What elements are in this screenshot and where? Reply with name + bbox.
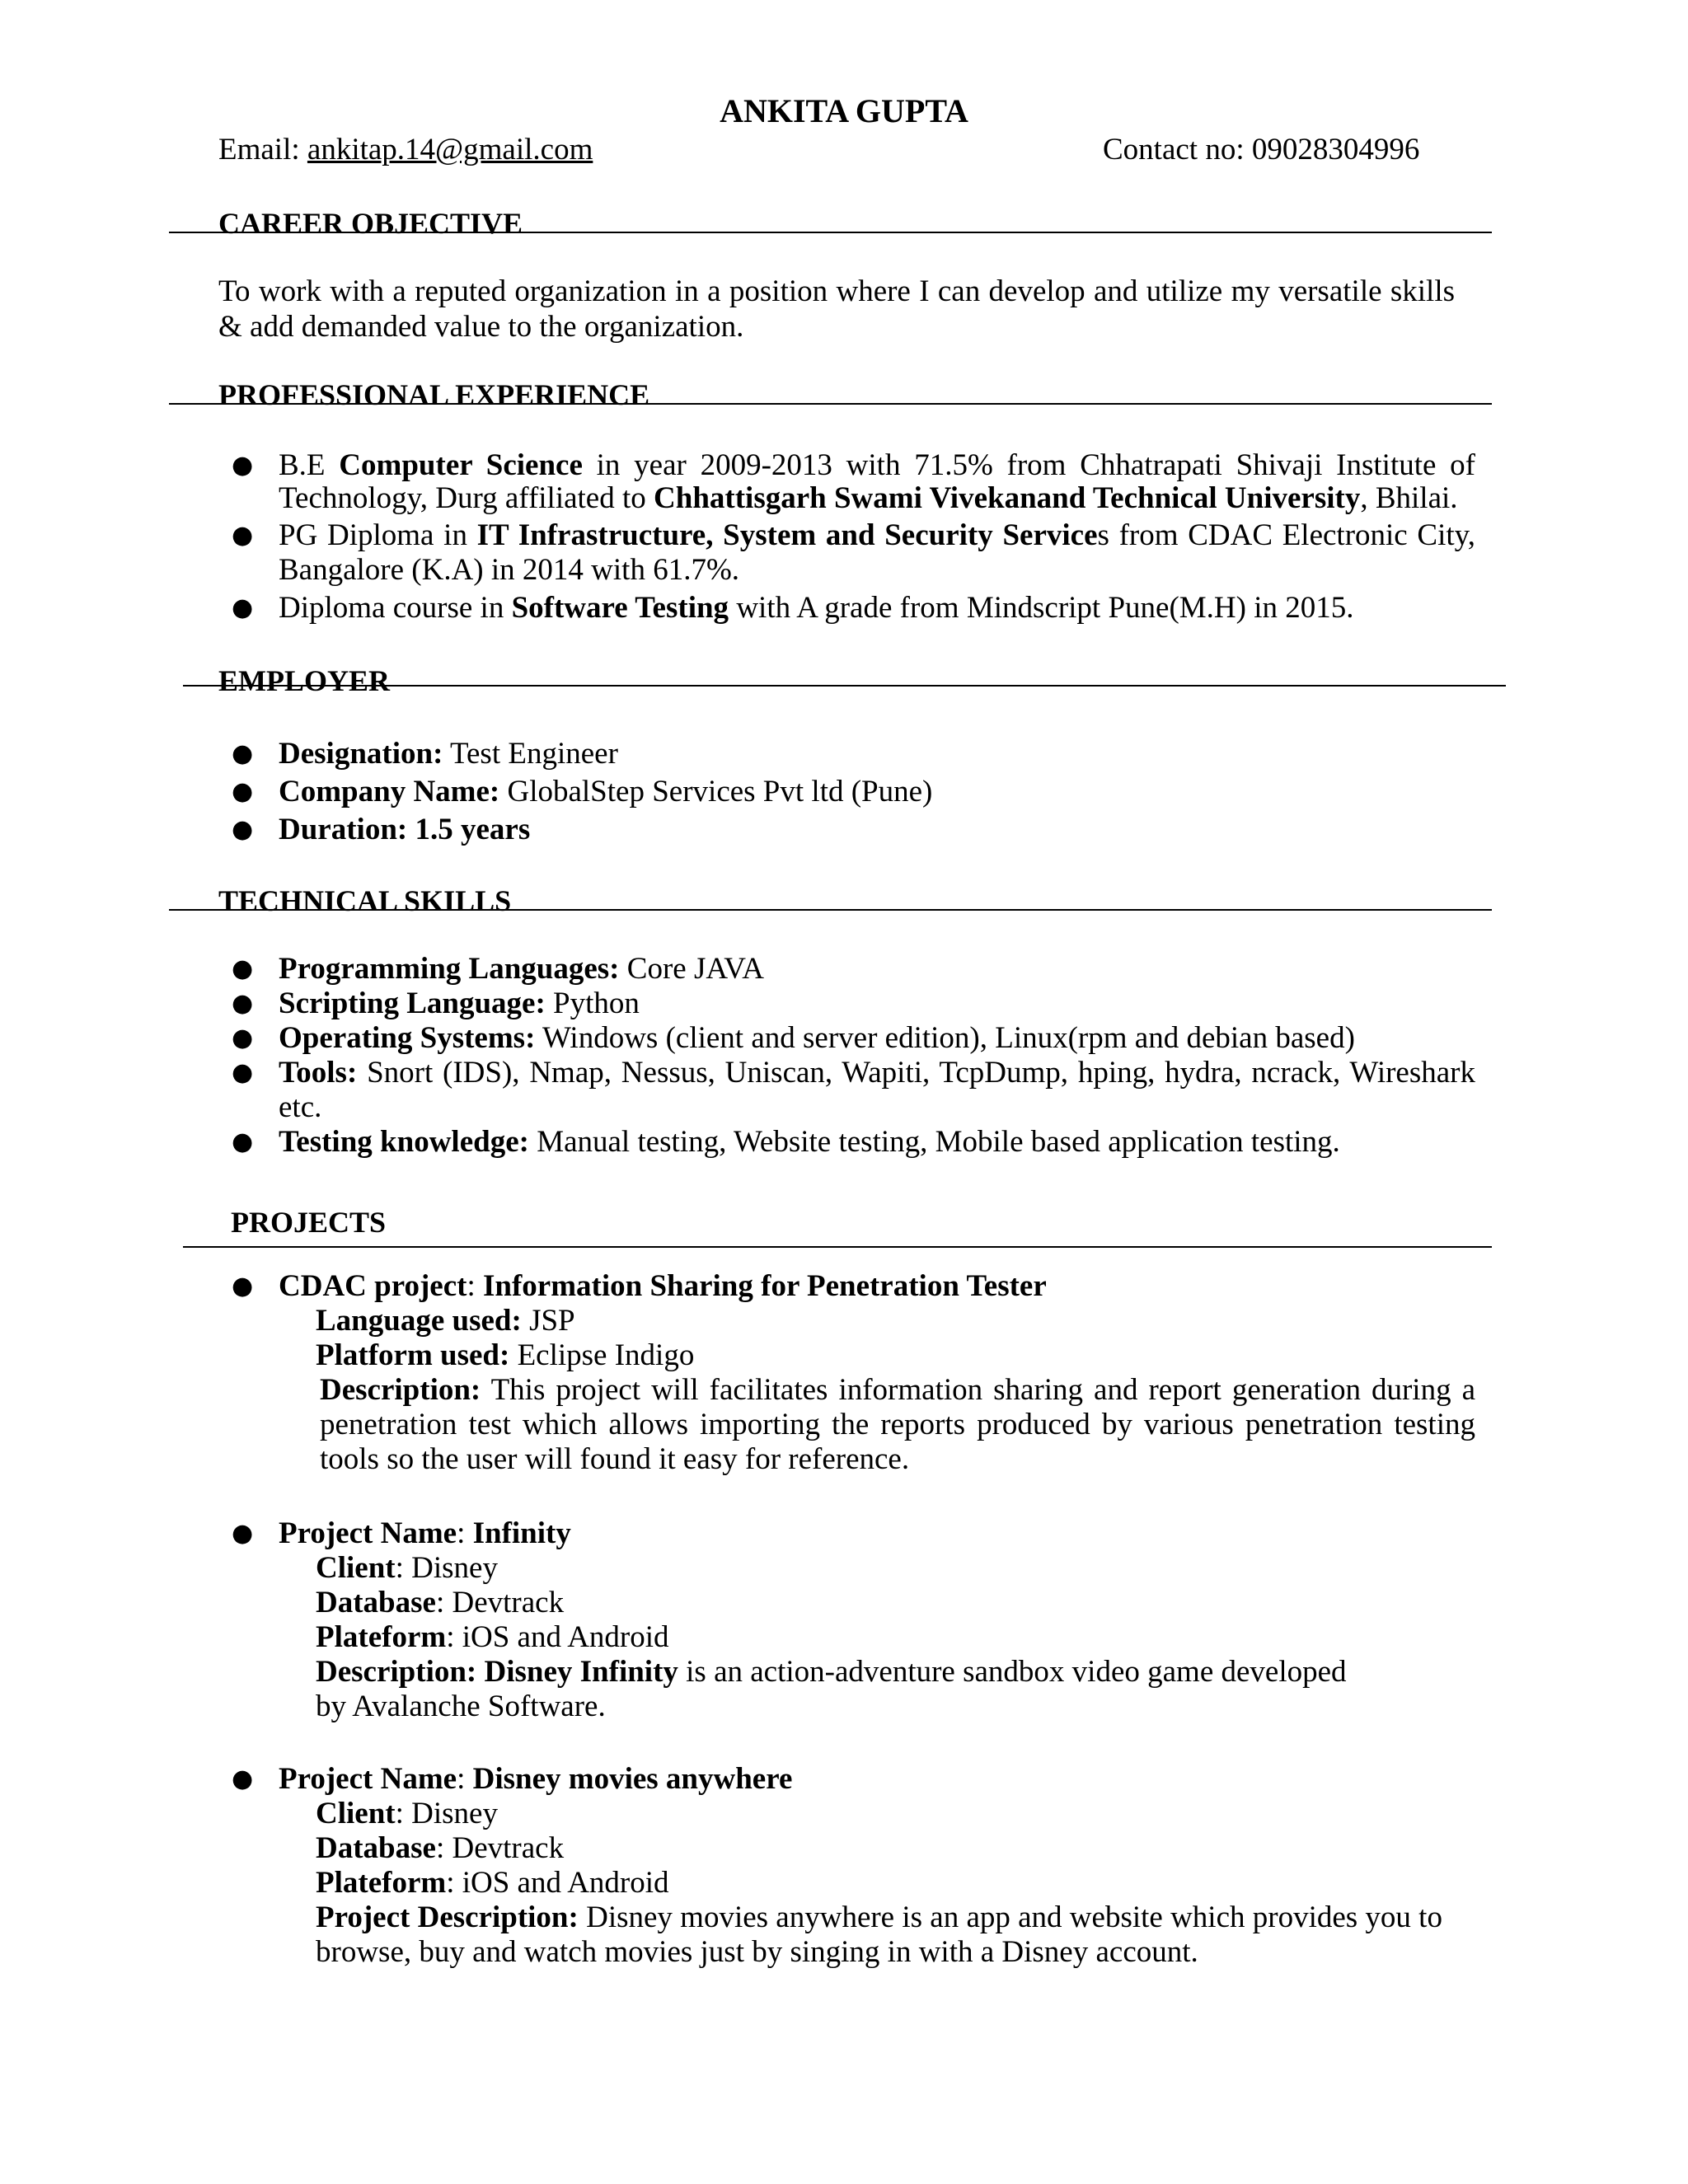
bullet-icon: ● — [232, 1519, 254, 1548]
experience-list — [218, 449, 1475, 626]
employer-list — [218, 735, 1475, 849]
bullet-icon: ● — [232, 1058, 254, 1087]
project-disney-movies — [218, 1762, 1475, 1970]
list-item: ● B.E Computer Science in year 2009-2013 with 71.5% from Chhatrapati Shivaji Institute of Technology, Durg affiliated to Chhattisgarh Swami Vivekanand Technical University, Bhilai. — [232, 448, 1475, 515]
email-link[interactable]: ankitap.14@gmail.com — [307, 133, 593, 166]
project-language: Language used: JSP — [316, 1304, 575, 1338]
project-client: Client: Disney — [316, 1551, 498, 1585]
section-title-technical-skills: TECHNICAL SKILLS — [218, 884, 512, 917]
list-item: ● Diploma course in Software Testing with A grade from Mindscript Pune(M.H) in 2015. — [232, 591, 1354, 625]
project-description: Description: This project will facilitates information sharing and report generation during a penetration test which allows importing the reports produced by various penetration testing tools so the user will found it easy for reference. — [320, 1373, 1475, 1476]
bullet-icon: ● — [232, 954, 254, 983]
career-objective-text: To work with a reputed organization in a position where I can develop and utilize my versatile skills & add demanded value to the organization. — [218, 274, 1455, 344]
bullet-icon: ● — [232, 989, 254, 1018]
candidate-name: ANKITA GUPTA — [720, 92, 968, 129]
list-item: ● Programming Languages: Core JAVA — [232, 952, 764, 986]
list-item: ● Tools: Snort (IDS), Nmap, Nessus, Uniscan, Wapiti, TcpDump, hping, hydra, ncrack, Wireshark etc. — [232, 1056, 1475, 1124]
email-label: Email: — [218, 133, 300, 166]
project-infinity — [218, 1516, 1475, 1724]
bullet-icon: ● — [232, 451, 254, 480]
bullet-icon: ● — [232, 777, 254, 806]
list-item: ● Duration: 1.5 years — [218, 811, 1475, 849]
email-line — [218, 132, 593, 167]
project-description-cont: by Avalanche Software. — [316, 1690, 606, 1723]
project-cdac — [218, 1269, 1475, 1477]
contact-number: Contact no: 09028304996 — [1103, 133, 1420, 166]
list-item: ● Scripting Language: Python — [232, 987, 640, 1020]
section-divider — [183, 685, 1506, 687]
project-client: Client: Disney — [316, 1797, 498, 1830]
section-divider — [169, 909, 1492, 911]
section-divider — [169, 403, 1492, 405]
project-platform: Platform used: Eclipse Indigo — [316, 1338, 695, 1372]
section-title-employer: EMPLOYER — [218, 664, 391, 697]
list-item: ● Company Name: GlobalStep Services Pvt ltd (Pune) — [218, 773, 1475, 811]
bullet-icon: ● — [232, 521, 254, 550]
list-item: ● Designation: Test Engineer — [218, 735, 1475, 773]
bullet-icon: ● — [232, 1127, 254, 1156]
bullet-icon: ● — [232, 739, 254, 768]
section-title-career-objective: CAREER OBJECTIVE — [218, 207, 523, 240]
section-divider — [169, 232, 1492, 233]
project-platform: Plateform: iOS and Android — [316, 1620, 669, 1654]
bullet-icon: ● — [232, 1765, 254, 1793]
list-item: ● Testing knowledge: Manual testing, Website testing, Mobile based application testing. — [232, 1125, 1340, 1159]
project-description: Project Description: Disney movies anywhere is an app and website which provides you to — [316, 1900, 1442, 1934]
list-item: ● Project Name: Disney movies anywhere Client: Disney Database: Devtrack Plateform: iOS and Android Project Description: Disney movies anywhere is an app and website which provides you to browse, buy and watch movies just by singing in with a Disney account. — [218, 1762, 1475, 1970]
skills-list — [218, 952, 1475, 1160]
bullet-icon: ● — [232, 1024, 254, 1052]
list-item: ● CDAC project: Information Sharing for Penetration Tester Language used: JSP Platform used: Eclipse Indigo Description: This project will facilitates information sharing and report generation during a penetration test which allows importing the reports produced by various penetration testing tools so the user will found it easy for reference. — [232, 1269, 1475, 1476]
project-description: Description: Disney Infinity is an action-adventure sandbox video game developed — [316, 1655, 1347, 1689]
section-title-projects: PROJECTS — [231, 1206, 387, 1239]
project-platform: Plateform: iOS and Android — [316, 1866, 669, 1900]
bullet-icon: ● — [232, 1272, 254, 1301]
project-description-cont: browse, buy and watch movies just by singing in with a Disney account. — [316, 1935, 1198, 1969]
bullet-icon: ● — [232, 593, 254, 622]
project-database: Database: Devtrack — [316, 1831, 565, 1865]
list-item: ● PG Diploma in IT Infrastructure, System and Security Services from CDAC Electronic City, Bangalore (K.A) in 2014 with 61.7%. — [232, 518, 1476, 587]
section-divider — [183, 1246, 1492, 1248]
list-item: ● Project Name: Infinity Client: Disney Database: Devtrack Plateform: iOS and Android Description: Disney Infinity is an action-adventure sandbox video game developed by Avalanche Software. — [218, 1516, 1475, 1724]
list-item: ● Operating Systems: Windows (client and server edition), Linux(rpm and debian based) — [232, 1021, 1355, 1055]
section-title-professional-experience: PROFESSIONAL EXPERIENCE — [218, 378, 650, 411]
bullet-icon: ● — [232, 815, 254, 844]
project-database: Database: Devtrack — [316, 1586, 565, 1619]
